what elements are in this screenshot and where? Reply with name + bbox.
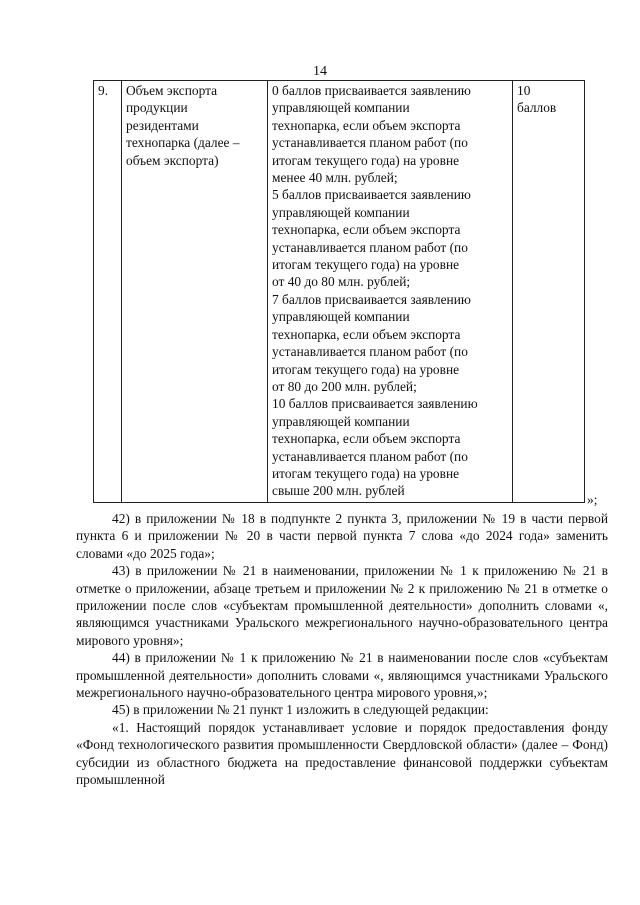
criteria-table bbox=[93, 80, 585, 503]
criterion-name-line: резидентами bbox=[126, 117, 199, 133]
paragraph-42: 42) в приложении № 18 в подпункте 2 пункта 3, приложении № 19 в части первой пункта 6 и приложении № 20 в части первой пункта 7 слова «до 2024 года» заменить словами «до 2025 года»; bbox=[76, 511, 608, 561]
description-line: технопарка, если объем экспорта bbox=[272, 326, 461, 342]
description-line: устанавливается планом работ (по bbox=[272, 239, 468, 255]
description-line: технопарка, если объем экспорта bbox=[272, 222, 461, 238]
description-line: управляющей компании bbox=[272, 100, 410, 116]
paragraph-44: 44) в приложении № 1 к приложению № 21 в наименовании после слов «субъектам промышленной деятельности» дополнить словами «, являющимся участниками Уральского межрегионального научно-образовательного центра мирового уровня,»; bbox=[76, 650, 608, 701]
description-line: 0 баллов присваивается заявлению bbox=[272, 83, 471, 98]
document-body bbox=[76, 510, 608, 789]
description-line: итогам текущего года) на уровне bbox=[272, 361, 460, 377]
description-line: от 80 до 200 млн. рублей; bbox=[272, 378, 417, 394]
quote-close-mark: »; bbox=[587, 492, 598, 507]
row-number-cell: 9. bbox=[94, 81, 122, 503]
description-line: управляющей компании bbox=[272, 204, 410, 220]
page-number: 14 bbox=[313, 64, 327, 79]
description-line: итогам текущего года) на уровне bbox=[272, 152, 460, 168]
criterion-name-line: объем экспорта) bbox=[126, 152, 219, 168]
description-line: устанавливается планом работ (по bbox=[272, 344, 468, 360]
description-line: 5 баллов присваивается заявлению bbox=[272, 187, 471, 203]
description-line: от 40 до 80 млн. рублей; bbox=[272, 274, 411, 290]
description-line: свыше 200 млн. рублей bbox=[272, 483, 405, 499]
criterion-description-cell bbox=[268, 81, 513, 503]
description-line: 7 баллов присваивается заявлению bbox=[272, 291, 471, 307]
paragraph-new-text: «1. Настоящий порядок устанавливает условие и порядок предоставления фонду «Фонд технологического развития промышленности Свердловской области» (далее – Фонд) субсидии из областного бюджета на предоставление финансовой поддержки субъектам промышленной bbox=[76, 719, 608, 788]
description-line: управляющей компании bbox=[272, 309, 410, 325]
paragraph-43: 43) в приложении № 21 в наименовании, приложении № 1 к приложению № 21 в отметке о приложении, абзаце третьем и приложении № 2 к приложению № 21 в отметке о приложении после слов «субъектам промышленной деятельности» дополнить словами «, являющимся участниками Уральского межрегионального научно-образовательного центра мирового уровня»; bbox=[76, 563, 608, 648]
criterion-name-line: продукции bbox=[126, 100, 188, 116]
description-line: устанавливается планом работ (по bbox=[272, 448, 468, 464]
description-line: устанавливается планом работ (по bbox=[272, 135, 468, 151]
description-line: итогам текущего года) на уровне bbox=[272, 465, 460, 481]
description-line: технопарка, если объем экспорта bbox=[272, 431, 461, 447]
description-line: итогам текущего года) на уровне bbox=[272, 257, 460, 273]
paragraph-45: 45) в приложении № 21 пункт 1 изложить в следующей редакции: bbox=[112, 702, 489, 718]
score-line: баллов bbox=[517, 100, 557, 116]
table-row bbox=[94, 81, 585, 503]
description-line: 10 баллов присваивается заявлению bbox=[272, 396, 478, 412]
criterion-name-line: технопарка (далее – bbox=[126, 135, 240, 151]
score-line: 10 bbox=[517, 83, 531, 98]
description-line: технопарка, если объем экспорта bbox=[272, 117, 461, 133]
description-line: управляющей компании bbox=[272, 413, 410, 429]
description-line: менее 40 млн. рублей; bbox=[272, 170, 398, 186]
criterion-name-line: Объем экспорта bbox=[126, 83, 218, 98]
score-cell bbox=[513, 81, 585, 503]
criterion-name-cell bbox=[122, 81, 268, 503]
